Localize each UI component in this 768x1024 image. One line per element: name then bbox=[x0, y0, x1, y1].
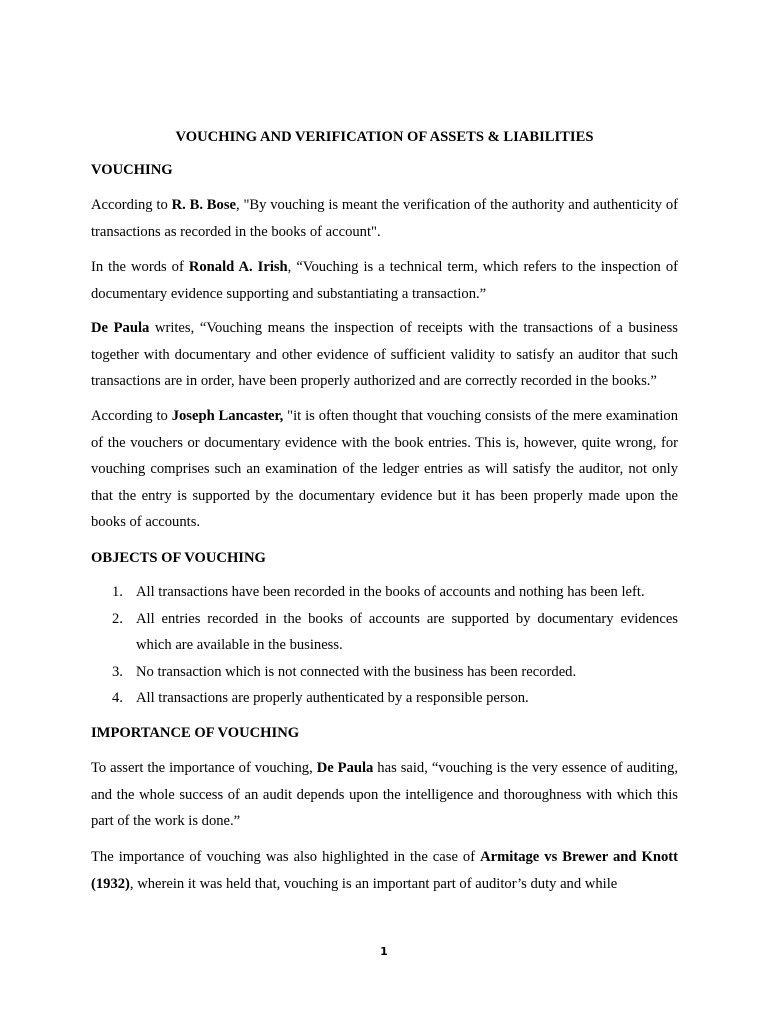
list-item: 1. All transactions have been recorded in the books of accounts and nothing has been left. bbox=[112, 584, 645, 600]
objects-list bbox=[91, 579, 678, 712]
paragraph-irish: In the words of Ronald A. Irish, “Vouching is a technical term, which refers to the inspection of documentary evidence supporting and substantiating a transaction.” bbox=[91, 259, 678, 302]
list-item: 3. No transaction which is not connected with the business has been recorded. bbox=[112, 663, 577, 680]
list-item: 4. All transactions are properly authenticated by a responsible person. bbox=[112, 690, 529, 707]
heading-importance: IMPORTANCE OF VOUCHING bbox=[91, 725, 300, 741]
page-title: VOUCHING AND VERIFICATION OF ASSETS & LIABILITIES bbox=[175, 129, 594, 145]
document-page bbox=[91, 0, 678, 1024]
paragraph-lancaster: According to Joseph Lancaster, "it is often thought that vouching consists of the mere examination of the vouchers or documentary evidence with the book entries. This is, however, quite wrong, for vouching comprises such an examination of the ledger entries as will satisfy the auditor, not only that the entry is supported by the documentary evidence but it has been properly made upon the books of accounts. bbox=[91, 408, 679, 531]
paragraph-armitage: The importance of vouching was also highlighted in the case of Armitage vs Brewer and Knott (1932), wherein it was held that, vouching is an important part of auditor’s duty and while bbox=[91, 849, 678, 892]
paragraph-depaula: De Paula writes, “Vouching means the inspection of receipts with the transactions of a business together with documentary and other evidence of sufficient validity to satisfy an auditor that such transactions are in order, have been properly authorized and are correctly recorded in the books.” bbox=[91, 320, 678, 390]
heading-vouching: VOUCHING bbox=[91, 162, 173, 178]
paragraph-bose: According to R. B. Bose, "By vouching is meant the verification of the authority and authenticity of transactions as recorded in the books of account". bbox=[91, 197, 678, 240]
page-number: 1 bbox=[380, 945, 388, 958]
paragraph-importance-depaula: To assert the importance of vouching, De Paula has said, “vouching is the very essence of auditing, and the whole success of an audit depends upon the intelligence and thoroughness with which this part of the work is done.” bbox=[91, 760, 678, 830]
heading-objects: OBJECTS OF VOUCHING bbox=[91, 550, 266, 566]
list-item: 2. All entries recorded in the books of accounts are supported by documentary evidences which are available in the business. bbox=[112, 610, 678, 654]
